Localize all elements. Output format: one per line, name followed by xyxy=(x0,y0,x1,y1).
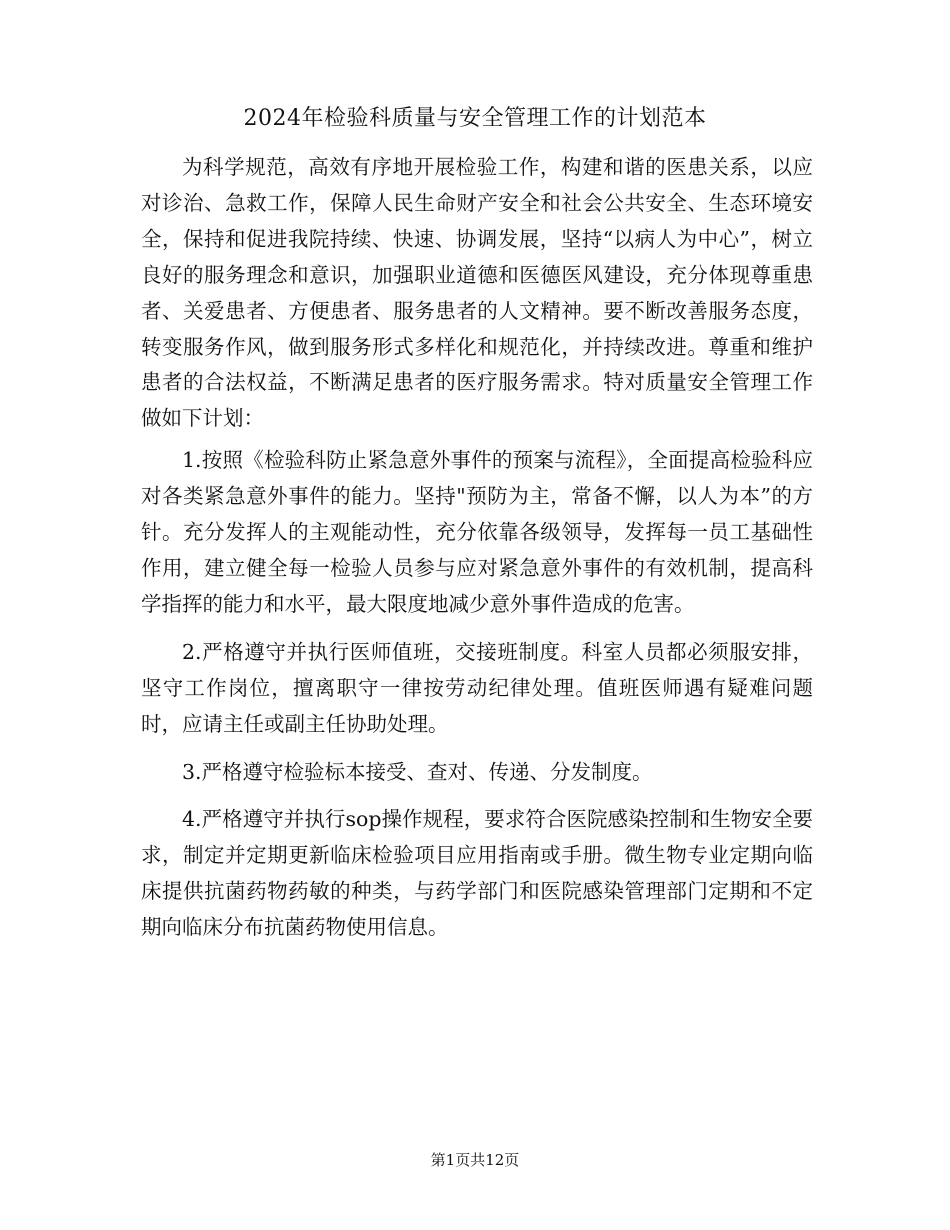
paragraph-item-2: 2.严格遵守并执行医师值班，交接班制度。科室人员都必须服安排，坚守工作岗位，擅离职守一律按劳动纪律处理。值班医师遇有疑难问题时，应请主任或副主任协助处理。 xyxy=(141,639,813,736)
document-body xyxy=(141,150,813,958)
page-number-footer: 第1页共12页 xyxy=(430,1151,520,1169)
document-title: 2024年检验科质量与安全管理工作的计划范本 xyxy=(243,106,707,131)
paragraph-item-1: 1.按照《检验科防止紧急意外事件的预案与流程》，全面提高检验科应对各类紧急意外事件的能力。坚持"预防为主，常备不懈，以人为本”的方针。充分发挥人的主观能动性，充分依靠各级领导，发挥每一员工基础性作用，建立健全每一检验人员参与应对紧急意外事件的有效机制，提高科学指挥的能力和水平，最大限度地减少意外事件造成的危害。 xyxy=(141,448,813,616)
paragraph-item-3: 3.严格遵守检验标本接受、查对、传递、分发制度。 xyxy=(182,759,653,784)
paragraph-intro: 为科学规范，高效有序地开展检验工作，构建和谐的医患关系，以应对诊治、急救工作，保障人民生命财产安全和社会公共安全、生态环境安全，保持和促进我院持续、快速、协调发展，坚持“以病人为中心”，树立良好的服务理念和意识，加强职业道德和医德医风建设，充分体现尊重患者、关爱患者、方便患者、服务患者的人文精神。要不断改善服务态度，转变服务作风，做到服务形式多样化和规范化，并持续改进。尊重和维护患者的合法权益，不断满足患者的医疗服务需求。特对质量安全管理工作做如下计划： xyxy=(141,155,813,431)
paragraph-item-4: 4.严格遵守并执行sop操作规程，要求符合医院感染控制和生物安全要求，制定并定期更新临床检验项目应用指南或手册。微生物专业定期向临床提供抗菌药物药敏的种类，与药学部门和医院感染管理部门定期和不定期向临床分布抗菌药物使用信息。 xyxy=(141,807,813,940)
